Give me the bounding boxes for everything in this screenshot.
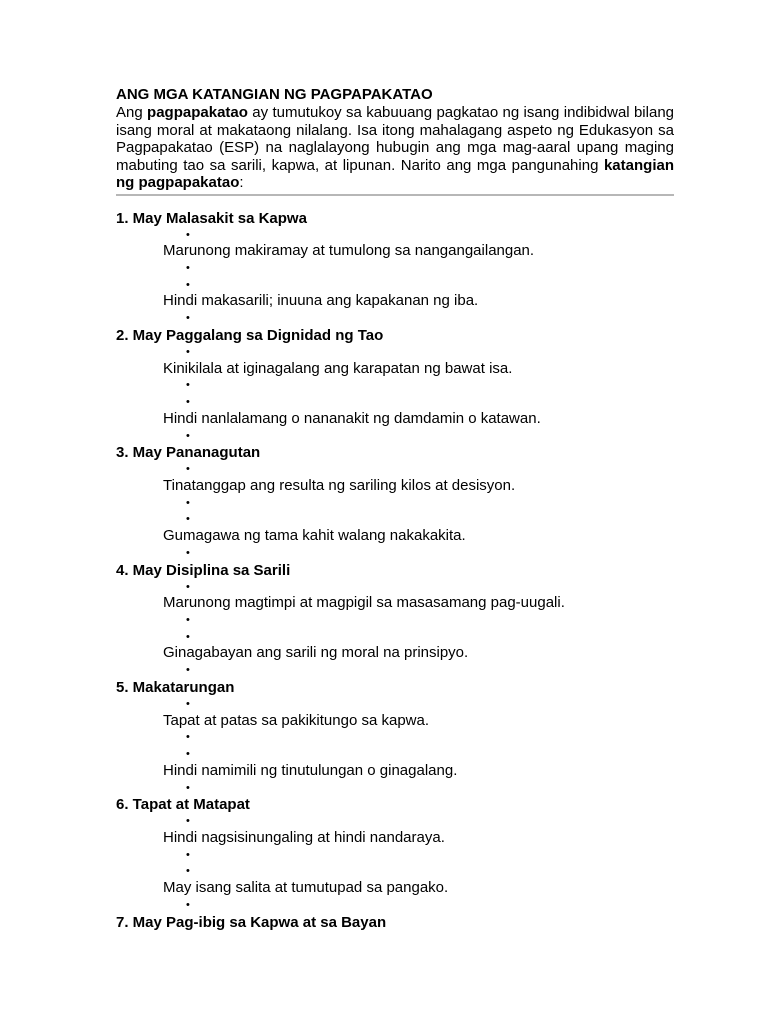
section-heading: 4. May Disiplina sa Sarili xyxy=(116,561,291,579)
section-1 xyxy=(116,210,674,327)
list-item: Tapat at patas sa pakikitungo sa kapwa. xyxy=(163,711,430,729)
list-item: Gumagawa ng tama kahit walang nakakakita. xyxy=(163,527,466,545)
list-item: Ginagabayan ang sarili ng moral na prinsipyo. xyxy=(163,644,469,662)
document-title: ANG MGA KATANGIAN NG PAGPAPAKATAO xyxy=(116,86,433,103)
section-heading: 3. May Pananagutan xyxy=(116,444,261,462)
section-5 xyxy=(116,679,674,796)
list-item: Tinatanggap ang resulta ng sariling kilos at desisyon. xyxy=(163,476,516,494)
intro-text-3: : xyxy=(239,174,244,191)
section-6 xyxy=(116,796,674,913)
bullet-icon: • xyxy=(186,463,190,476)
bullet-icon: • xyxy=(186,731,190,744)
bullet-icon: • xyxy=(186,614,190,627)
bullet-icon: • xyxy=(186,345,190,358)
section-heading: 5. Makatarungan xyxy=(116,678,235,696)
bullet-icon: • xyxy=(186,815,190,828)
bullet-icon: • xyxy=(186,278,190,291)
section-heading: 1. May Malasakit sa Kapwa xyxy=(116,209,307,227)
list-item: Hindi nagsisinungaling at hindi nandaraya. xyxy=(163,828,445,846)
intro-bold-1: pagpapakatao xyxy=(147,104,248,121)
bullet-icon: • xyxy=(186,865,190,878)
intro-text-2: ay tumutukoy sa kabuuang pagkatao ng isang indibidwal bilang isang moral at makataong nilalang. Isa itong mahalagang aspeto ng Edukasyon sa Pagpapakatao (ESP) na naglalayong hubugin ang mga mag-aaral upang maging mabuting tao sa sarili, kapwa, at lipunan. Narito ang mga pangunahing xyxy=(116,104,674,174)
bullet-icon: • xyxy=(186,312,190,325)
list-item: Kinikilala at iginagalang ang karapatan ng bawat isa. xyxy=(163,359,513,377)
document-page xyxy=(116,86,674,931)
section-7 xyxy=(116,914,674,931)
list-item: Hindi makasarili; inuuna ang kapakanan ng iba. xyxy=(163,292,479,310)
bullet-icon: • xyxy=(186,748,190,761)
bullet-icon: • xyxy=(186,261,190,274)
section-4 xyxy=(116,562,674,679)
bullet-icon: • xyxy=(186,898,190,911)
section-3 xyxy=(116,444,674,561)
section-heading: 7. May Pag-ibig sa Kapwa at sa Bayan xyxy=(116,913,387,931)
list-item: Marunong magtimpi at magpigil sa masasamang pag-uugali. xyxy=(163,594,565,612)
bullet-icon: • xyxy=(186,429,190,442)
bullet-icon: • xyxy=(186,546,190,559)
bullet-icon: • xyxy=(186,396,190,409)
bullet-icon: • xyxy=(186,496,190,509)
bullet-icon: • xyxy=(186,580,190,593)
bullet-icon: • xyxy=(186,697,190,710)
bullet-icon: • xyxy=(186,664,190,677)
section-2 xyxy=(116,327,674,444)
list-item: Hindi namimili ng tinutulungan o ginagalang. xyxy=(163,761,458,779)
bullet-icon: • xyxy=(186,781,190,794)
section-heading: 6. Tapat at Matapat xyxy=(116,796,250,814)
section-heading: 2. May Paggalang sa Dignidad ng Tao xyxy=(116,326,384,344)
bullet-icon: • xyxy=(186,379,190,392)
list-item: Marunong makiramay at tumulong sa nangangailangan. xyxy=(163,242,535,260)
bullet-icon: • xyxy=(186,228,190,241)
list-item: May isang salita at tumutupad sa pangako. xyxy=(163,879,449,897)
intro-text-1: Ang xyxy=(116,104,148,121)
intro-paragraph xyxy=(116,104,674,192)
bullet-icon: • xyxy=(186,513,190,526)
bullet-icon: • xyxy=(186,848,190,861)
bullet-icon: • xyxy=(186,630,190,643)
intro-bold-2: katangian ng pagpapakatao xyxy=(116,156,674,191)
list-item: Hindi nanlalamang o nananakit ng damdamin o katawan. xyxy=(163,409,541,427)
